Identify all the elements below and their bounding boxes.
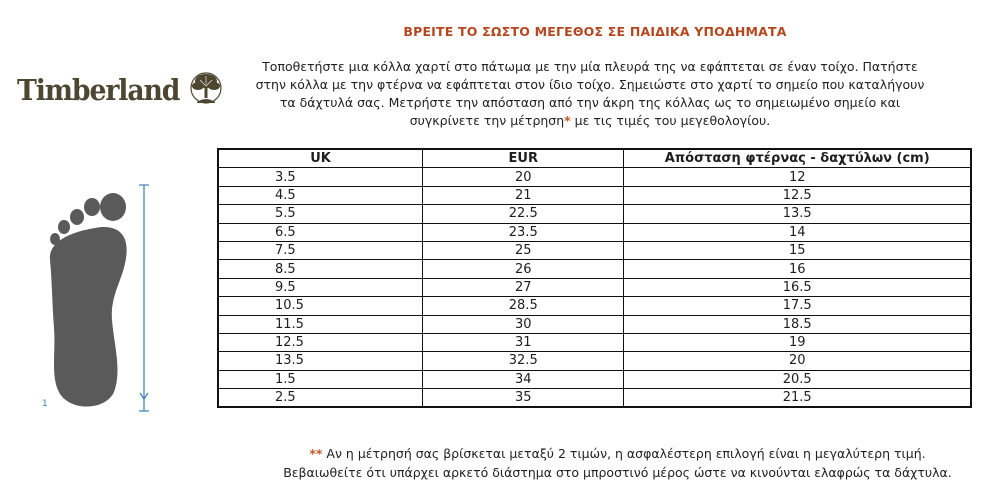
cell-eur: 27 [423, 278, 624, 296]
cell-distance: 21.5 [624, 389, 971, 408]
cell-uk: 11.5 [218, 315, 423, 333]
cell-eur: 21 [423, 186, 624, 204]
table-row [218, 315, 971, 333]
table-row [218, 260, 971, 278]
cell-eur: 34 [423, 370, 624, 388]
cell-uk: 6.5 [218, 223, 423, 241]
instructions-line-4-text: συγκρίνετε την μέτρηση [409, 113, 565, 128]
size-chart-table [217, 148, 972, 408]
header-distance: Απόσταση φτέρνας - δαχτύλων (cm) [624, 149, 971, 168]
cell-uk: 10.5 [218, 297, 423, 315]
cell-eur: 31 [423, 333, 624, 351]
table-header-row [218, 149, 971, 168]
table-row [218, 297, 971, 315]
table-row [218, 168, 971, 186]
cell-distance: 17.5 [624, 297, 971, 315]
cell-eur: 30 [423, 315, 624, 333]
cell-uk: 8.5 [218, 260, 423, 278]
cell-eur: 35 [423, 389, 624, 408]
cell-eur: 26 [423, 260, 624, 278]
measure-arrow-icon [136, 183, 152, 415]
instructions-line-4-end: με τις τιμές του μεγεθολογίου. [570, 113, 771, 128]
brand-logo [17, 72, 223, 108]
cell-uk: 13.5 [218, 352, 423, 370]
table-row [218, 389, 971, 408]
page-title: ΒΡΕΙΤΕ ΤΟ ΣΩΣΤΟ ΜΕΓΕΘΟΣ ΣΕ ΠΑΙΔΙΚΑ ΥΠΟΔΗΜΑΤΑ [403, 24, 787, 39]
cell-distance: 12.5 [624, 186, 971, 204]
table-body [218, 168, 971, 408]
foot-icon [40, 180, 135, 412]
cell-uk: 1.5 [218, 370, 423, 388]
note-line-2: Βεβαιωθείτε ότι υπάρχει αρκετό διάστημα στο μπροστινό μέρος ώστε να κινούνται ελαφρώς τα δάχτυλα. [283, 465, 952, 480]
header-uk: UK [218, 149, 423, 168]
cell-distance: 16 [624, 260, 971, 278]
cell-uk: 9.5 [218, 278, 423, 296]
table-row [218, 278, 971, 296]
cell-distance: 12 [624, 168, 971, 186]
header-eur: EUR [423, 149, 624, 168]
cell-eur: 28.5 [423, 297, 624, 315]
table-row [218, 186, 971, 204]
cell-eur: 20 [423, 168, 624, 186]
cell-uk: 5.5 [218, 205, 423, 223]
note-line-1-text: Αν η μέτρησή σας βρίσκεται μεταξύ 2 τιμών, η ασφαλέστερη επιλογή είναι η μεγαλύτερη τιμή. [322, 446, 926, 461]
cell-distance: 14 [624, 223, 971, 241]
cell-uk: 2.5 [218, 389, 423, 408]
cell-distance: 16.5 [624, 278, 971, 296]
asterisk-marker: * [564, 113, 571, 128]
table-row [218, 370, 971, 388]
table-row [218, 223, 971, 241]
brand-name: Timberland [17, 73, 180, 107]
instructions-line-1: Τοποθετήστε μια κόλλα χαρτί στο πάτωμα με την μία πλευρά της να εφάπτεται σε έναν τοίχο. Πατήστε [262, 59, 918, 74]
cell-eur: 32.5 [423, 352, 624, 370]
cell-distance: 19 [624, 333, 971, 351]
cell-distance: 15 [624, 241, 971, 259]
cell-distance: 13.5 [624, 205, 971, 223]
double-asterisk-marker: ** [309, 446, 323, 461]
tree-icon [189, 72, 223, 108]
cell-distance: 20 [624, 352, 971, 370]
note-line-1 [240, 446, 995, 461]
cell-distance: 20.5 [624, 370, 971, 388]
instructions-line-2: στην κόλλα με την φτέρνα να εφάπτεται στον ίδιο τοίχο. Σημειώστε στο χαρτί το σημείο που καταλήγουν [255, 77, 925, 92]
table-row [218, 205, 971, 223]
cell-uk: 4.5 [218, 186, 423, 204]
cell-uk: 3.5 [218, 168, 423, 186]
table-row [218, 352, 971, 370]
cell-eur: 25 [423, 241, 624, 259]
table-row [218, 241, 971, 259]
table-row [218, 333, 971, 351]
cell-eur: 23.5 [423, 223, 624, 241]
cell-uk: 7.5 [218, 241, 423, 259]
instructions [215, 58, 965, 130]
foot-label: 1 [42, 399, 48, 409]
cell-uk: 12.5 [218, 333, 423, 351]
instructions-line-3: τα δάχτυλά σας. Μετρήστε την απόσταση από την άκρη της κόλλας ως το σημειωμένο σημείο και [279, 95, 901, 110]
cell-eur: 22.5 [423, 205, 624, 223]
cell-distance: 18.5 [624, 315, 971, 333]
instructions-line-4 [215, 112, 965, 130]
